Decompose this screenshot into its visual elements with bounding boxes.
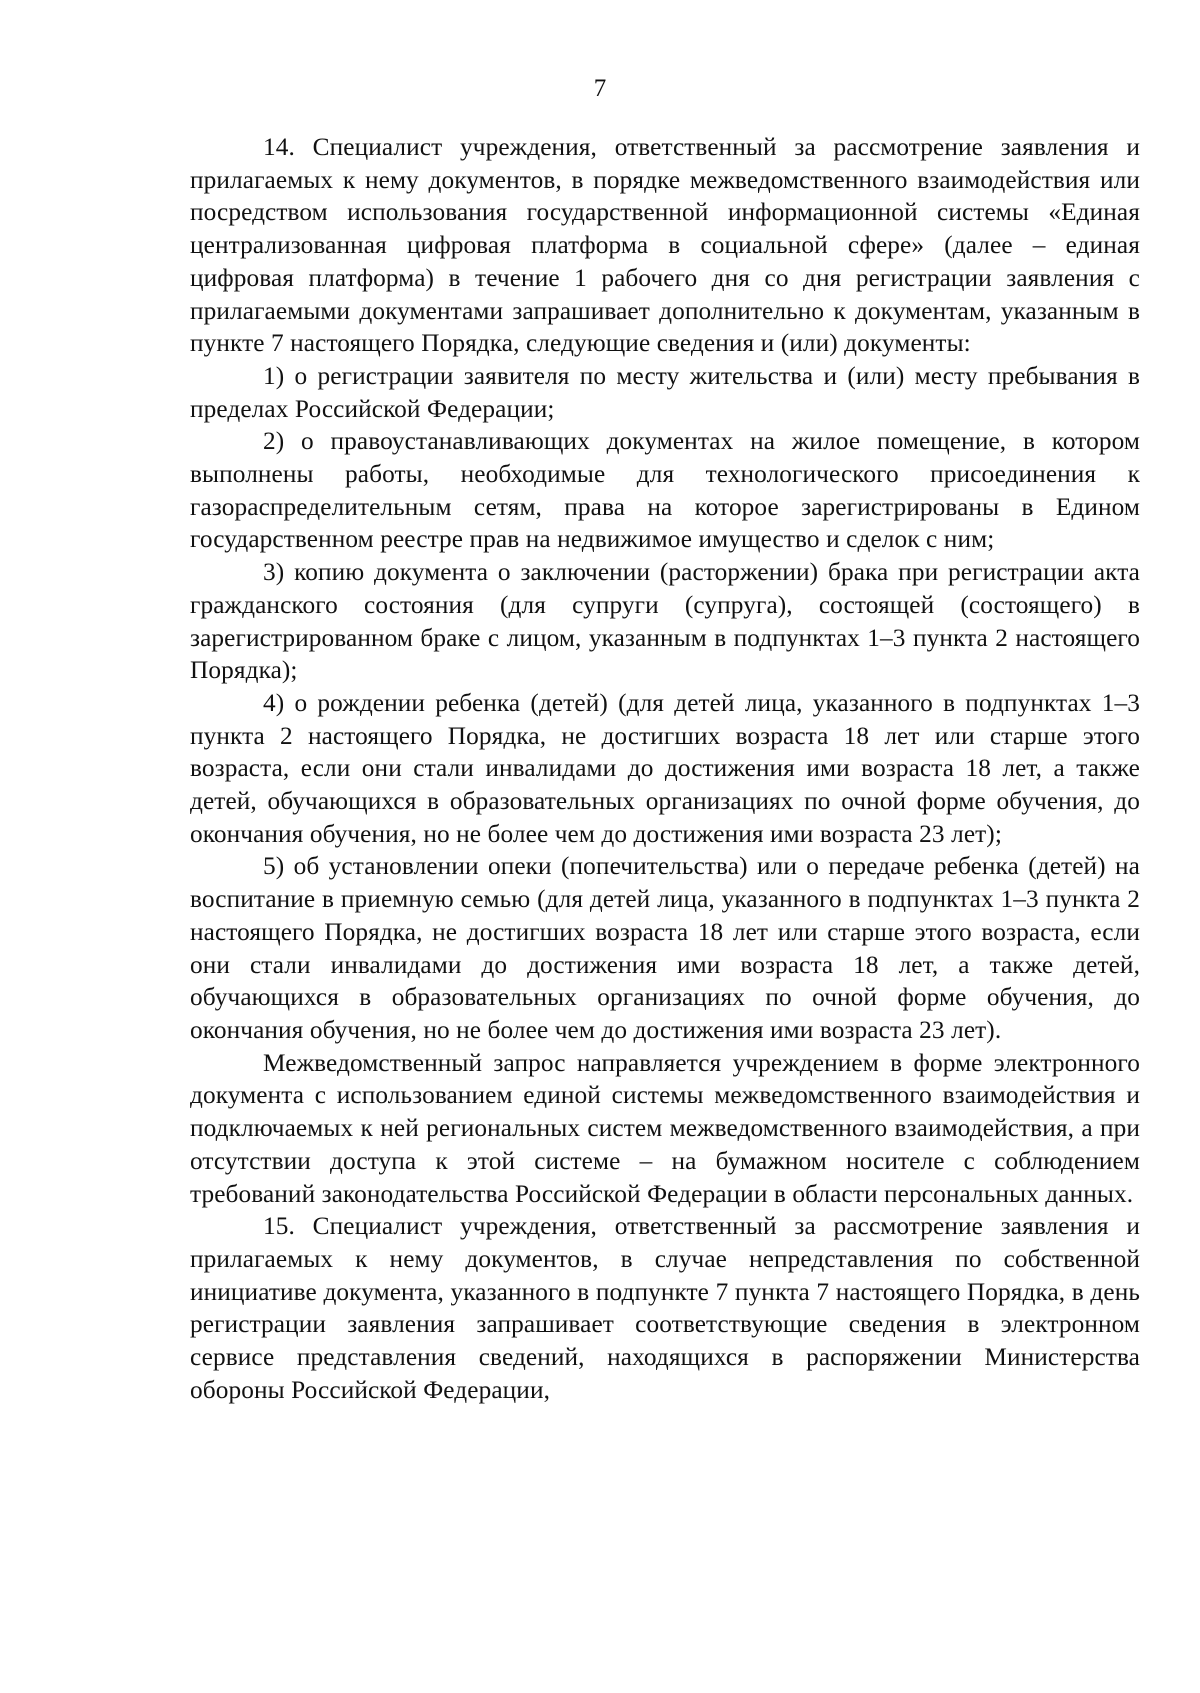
paragraph-15-intro: 15. Специалист учреждения, ответственный за рассмотрение заявления и прилагаемых к нему документов, в случае непредставления по собственной инициативе документа, указанного в подпункте 7 пункта 7 настоящего Порядка, в день регистрации заявления запрашивает соответствующие сведения в электронном сервисе представления сведений, находящихся в распоряжении Министерства обороны Российской Федерации,	[190, 1212, 1140, 1404]
paragraph-14-intro: 14. Специалист учреждения, ответственный за рассмотрение заявления и прилагаемых к нему документов, в порядке межведомственного взаимодействия или посредством использования государственной информационной системы «Единая централизованная цифровая платформа в социальной сфере» (далее – единая цифровая платформа) в течение 1 рабочего дня со дня регистрации заявления с прилагаемыми документами запрашивает дополнительно к документам, указанным в пункте 7 настоящего Порядка, следующие сведения и (или) документы:	[190, 133, 1140, 358]
list-item-4-birth-of-child: 4) о рождении ребенка (детей) (для детей лица, указанного в подпунктах 1–3 пункта 2 настоящего Порядка, не достигших возраста 18 лет или старше этого возраста, если они стали инвалидами до достижения ими возраста 18 лет, а также детей, обучающихся в образовательных организациях по очной форме обучения, до окончания обучения, но не более чем до достижения ими возраста 23 лет);	[190, 688, 1140, 848]
page-number: 7	[593, 75, 607, 102]
paragraph-interagency-request: Межведомственный запрос направляется учреждением в форме электронного документа с использованием единой системы межведомственного взаимодействия и подключаемых к ней региональных систем межведомственного взаимодействия, а при отсутствии доступа к этой системе – на бумажном носителе с соблюдением требований законодательства Российской Федерации в области персональных данных.	[190, 1048, 1140, 1208]
list-item-2-title-documents: 2) о правоустанавливающих документах на жилое помещение, в котором выполнены работы, необходимые для технологического присоединения к газораспределительным сетям, права на которое зарегистрированы в Едином государственном реестре прав на недвижимое имущество и сделок с ним;	[190, 427, 1140, 554]
list-item-5-guardianship: 5) об установлении опеки (попечительства) или о передаче ребенка (детей) на воспитание в приемную семью (для детей лица, указанного в подпунктах 1–3 пункта 2 настоящего Порядка, не достигших возраста 18 лет или старше этого возраста, если они стали инвалидами до достижения ими возраста 18 лет, а также детей, обучающихся в образовательных организациях по очной форме обучения, до окончания обучения, но не более чем до достижения ими возраста 23 лет).	[190, 852, 1140, 1044]
list-item-1-registration: 1) о регистрации заявителя по месту жительства и (или) месту пребывания в пределах Российской Федерации;	[190, 361, 1140, 423]
document-body	[190, 131, 1140, 1406]
list-item-3-marriage-document: 3) копию документа о заключении (расторжении) брака при регистрации акта гражданского состояния (для супруги (супруга), состоящей (состоящего) в зарегистрированном браке с лицом, указанным в подпунктах 1–3 пункта 2 настоящего Порядка);	[190, 558, 1140, 685]
